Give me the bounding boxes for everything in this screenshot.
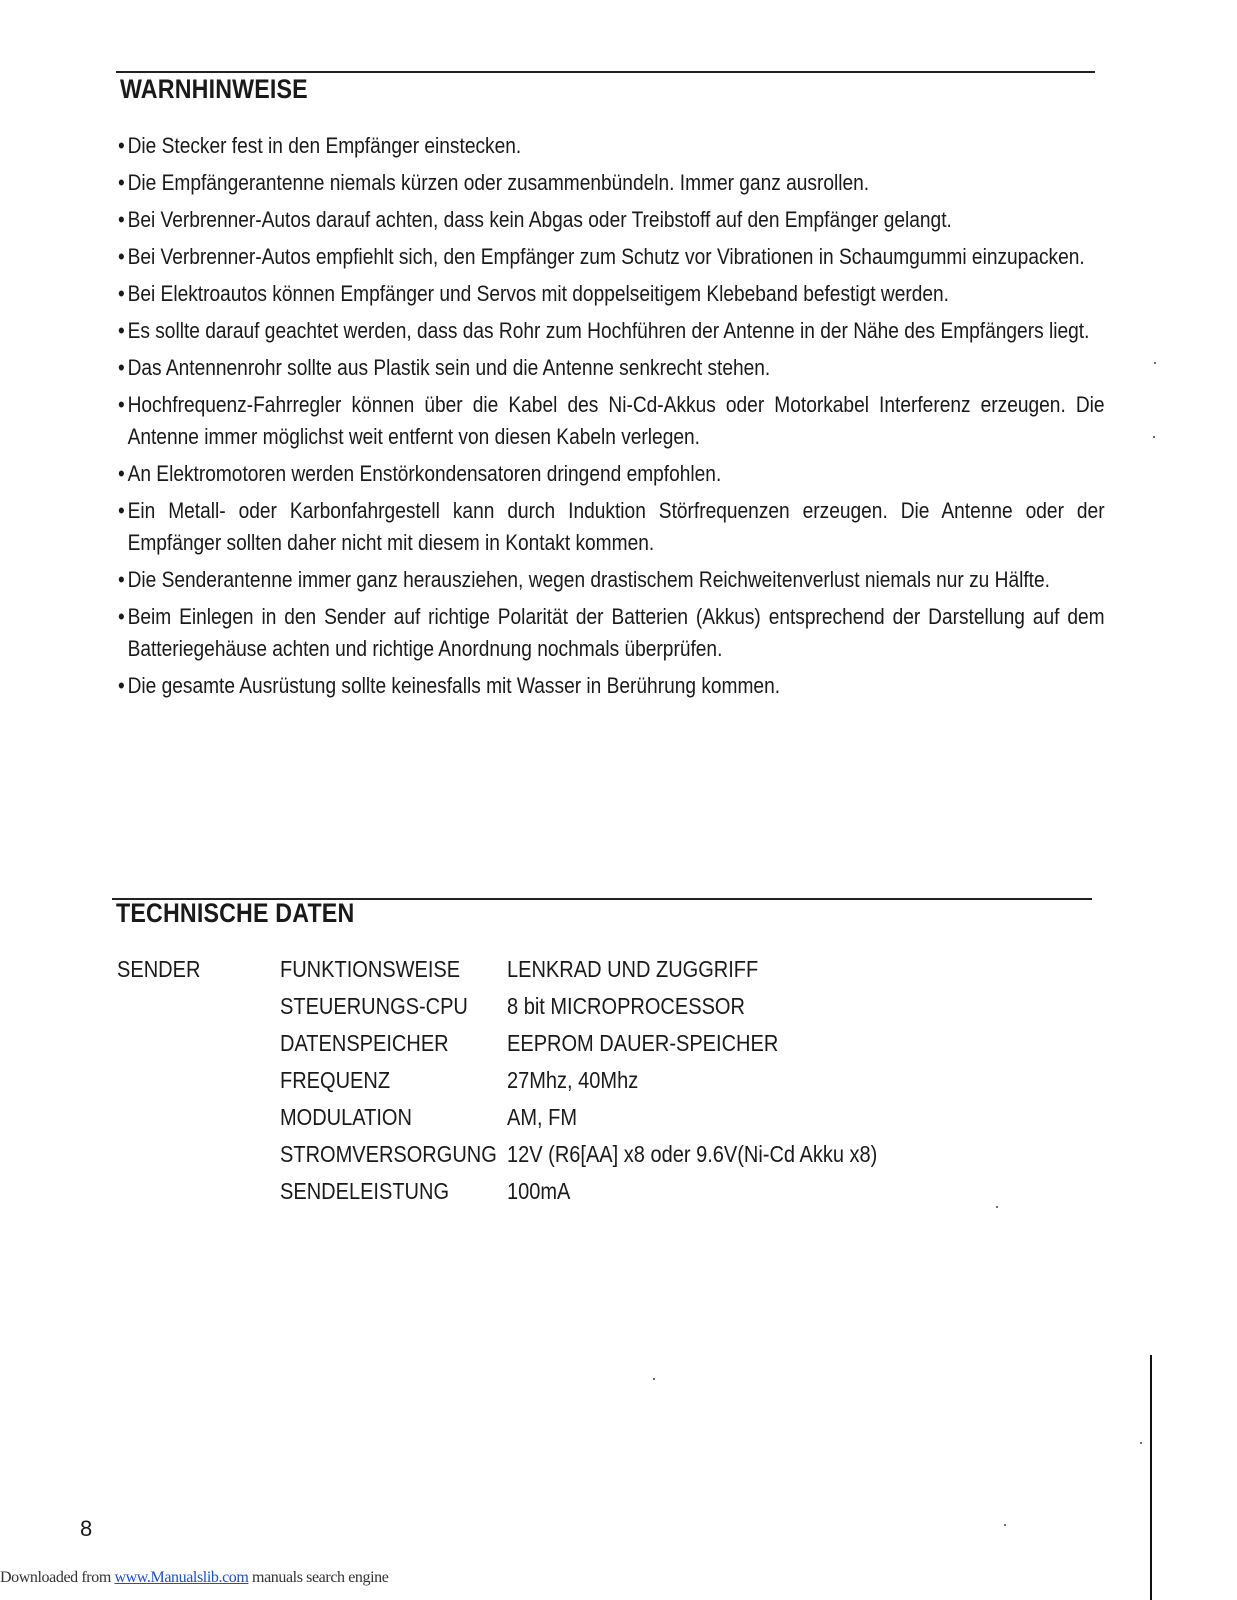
warning-item — [118, 601, 1105, 665]
warning-item — [118, 130, 1105, 162]
spec-label: MODULATION — [280, 1104, 412, 1130]
footer-prefix: Downloaded from — [0, 1569, 115, 1586]
warning-item — [118, 241, 1105, 273]
bullet-icon: • — [118, 170, 125, 195]
warning-text: Hochfrequenz-Fahrregler können über die Kabel des Ni-Cd-Akkus oder Motorkabel Interferenz erzeugen. Die Antenne immer möglichst weit entfernt von diesen Kabeln verlegen. — [127, 392, 1105, 449]
page-number: 8 — [80, 1516, 93, 1541]
warning-item — [118, 670, 1105, 702]
download-footer — [0, 1568, 388, 1588]
warning-text: Bei Verbrenner-Autos darauf achten, dass kein Abgas oder Treibstoff auf den Empfänger gelangt. — [127, 207, 952, 232]
scan-speck — [1154, 362, 1156, 364]
scan-edge-line — [1150, 1355, 1152, 1600]
scan-speck — [653, 1378, 655, 1380]
spec-label: FREQUENZ — [280, 1067, 391, 1093]
warning-item — [118, 458, 1105, 490]
warnings-heading: WARNHINWEISE — [120, 74, 308, 104]
spec-group-label: SENDER — [117, 956, 201, 982]
bullet-icon: • — [118, 281, 125, 306]
spec-value: 12V (R6[AA] x8 oder 9.6V(Ni-Cd Akku x8) — [507, 1141, 878, 1167]
footer-suffix: manuals search engine — [248, 1569, 389, 1586]
bullet-icon: • — [118, 673, 125, 698]
bullet-icon: • — [118, 318, 125, 343]
warning-text: Die Empfängerantenne niemals kürzen oder zusammenbündeln. Immer ganz ausrollen. — [127, 170, 870, 195]
bullet-icon: • — [118, 461, 125, 486]
spec-value: LENKRAD UND ZUGGRIFF — [507, 956, 759, 982]
spec-value: 100mA — [507, 1178, 571, 1204]
warning-item — [118, 495, 1105, 559]
technical-heading: TECHNISCHE DATEN — [116, 898, 355, 928]
spec-label: SENDELEISTUNG — [280, 1178, 450, 1204]
warning-text: Die gesamte Ausrüstung sollte keinesfalls mit Wasser in Berührung kommen. — [127, 673, 781, 698]
warning-item — [118, 564, 1105, 596]
bullet-icon: • — [118, 133, 125, 158]
warning-text: An Elektromotoren werden Enstörkondensatoren dringend empfohlen. — [127, 461, 722, 486]
spec-value: EEPROM DAUER-SPEICHER — [507, 1030, 779, 1056]
bullet-icon: • — [118, 207, 125, 232]
spec-value: AM, FM — [507, 1104, 578, 1130]
warning-text: Beim Einlegen in den Sender auf richtige Polarität der Batterien (Akkus) entsprechend der Darstellung auf dem Batteriegehäuse achten und richtige Anordnung nochmals überprüfen. — [127, 604, 1105, 661]
bullet-icon: • — [118, 498, 125, 523]
bullet-icon: • — [118, 392, 125, 417]
warnings-list — [118, 130, 1118, 707]
manualslib-link[interactable]: www.Manualslib.com — [114, 1569, 249, 1586]
spec-value: 8 bit MICROPROCESSOR — [507, 993, 745, 1019]
warning-item — [118, 315, 1105, 347]
bullet-icon: • — [118, 604, 125, 629]
warning-item — [118, 167, 1105, 199]
warnings-top-rule — [116, 71, 1095, 73]
scan-speck — [1004, 1524, 1006, 1526]
warning-text: Es sollte darauf geachtet werden, dass das Rohr zum Hochführen der Antenne in der Nähe des Empfängers liegt. — [127, 318, 1090, 343]
warning-text: Bei Verbrenner-Autos empfiehlt sich, den Empfänger zum Schutz vor Vibrationen in Schaumgummi einzupacken. — [127, 244, 1085, 269]
warning-text: Die Stecker fest in den Empfänger einstecken. — [127, 133, 522, 158]
warning-item — [118, 204, 1105, 236]
warning-item — [118, 352, 1105, 384]
warning-text: Ein Metall- oder Karbonfahrgestell kann durch Induktion Störfrequenzen erzeugen. Die Antenne oder der Empfänger sollten daher nicht mit diesem in Kontakt kommen. — [127, 498, 1105, 555]
spec-label: STEUERUNGS-CPU — [280, 993, 468, 1019]
bullet-icon: • — [118, 244, 125, 269]
warning-item — [118, 389, 1105, 453]
scan-speck — [1153, 436, 1155, 438]
bullet-icon: • — [118, 355, 125, 380]
spec-label: FUNKTIONSWEISE — [280, 956, 461, 982]
warning-text: Bei Elektroautos können Empfänger und Servos mit doppelseitigem Klebeband befestigt werden. — [127, 281, 949, 306]
warning-item — [118, 278, 1105, 310]
scan-speck — [996, 1206, 998, 1208]
warning-text: Das Antennenrohr sollte aus Plastik sein und die Antenne senkrecht stehen. — [127, 355, 771, 380]
scan-speck — [1140, 1442, 1142, 1444]
spec-value: 27Mhz, 40Mhz — [507, 1067, 639, 1093]
spec-label: STROMVERSORGUNG — [280, 1141, 497, 1167]
spec-label: DATENSPEICHER — [280, 1030, 449, 1056]
warning-text: Die Senderantenne immer ganz herausziehen, wegen drastischem Reichweitenverlust niemals nur zu Hälfte. — [127, 567, 1050, 592]
bullet-icon: • — [118, 567, 125, 592]
